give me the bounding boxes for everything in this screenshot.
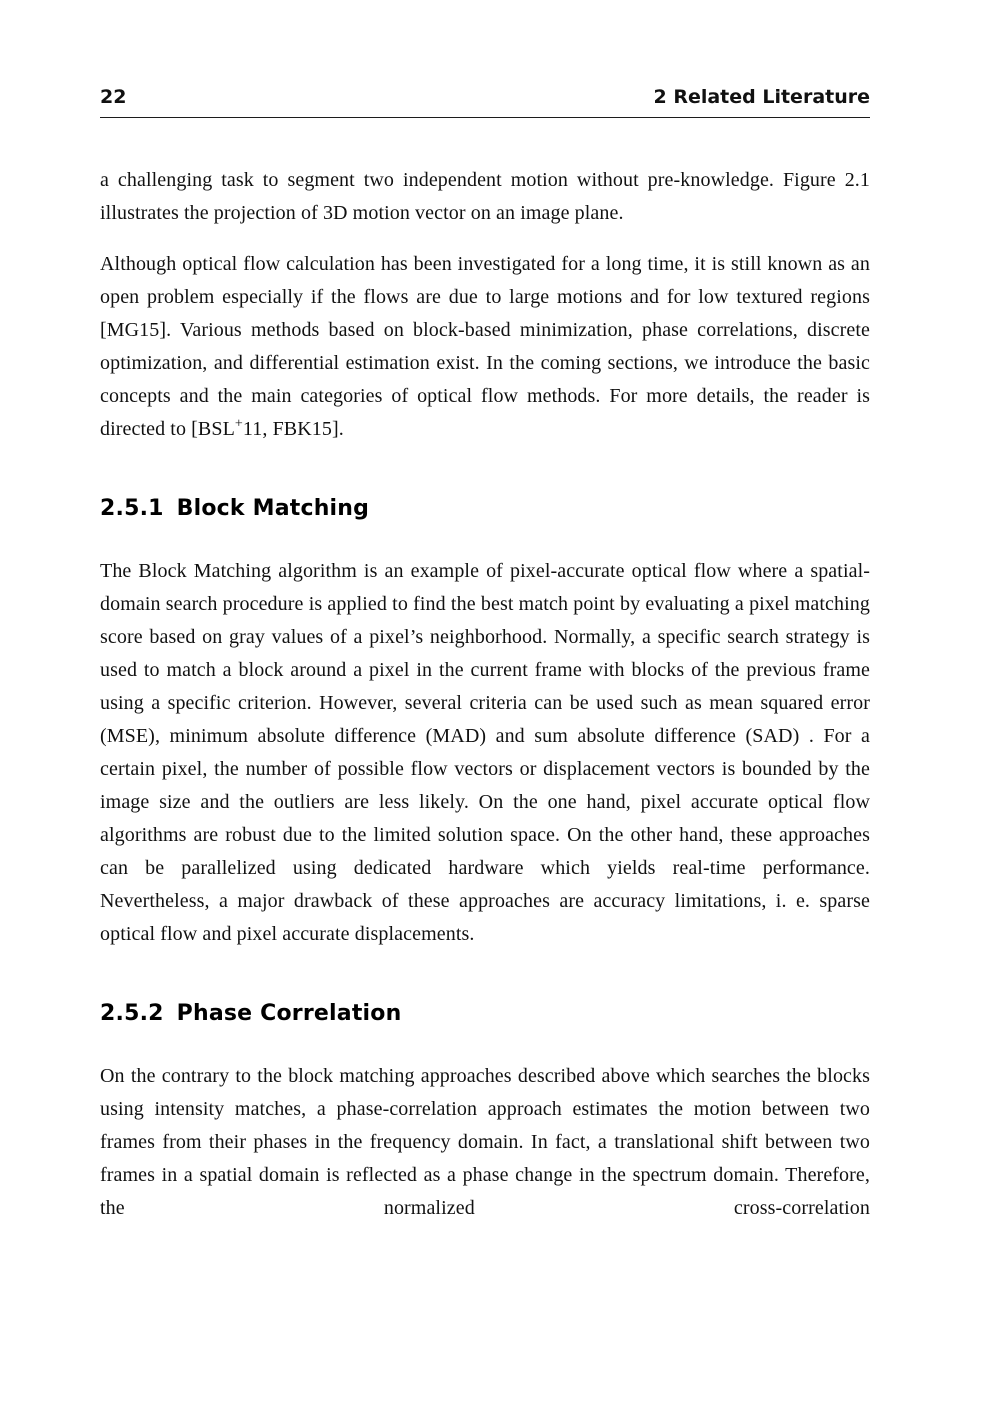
section-title: Phase Correlation [176,1001,402,1026]
paragraph-intro: a challenging task to segment two independent motion without pre-knowledge. Figure 2.1 illustrates the projection of 3D motion vector on an image plane. [100,169,870,224]
paragraph-optical-flow [100,248,870,446]
section-number: 2.5.2 [100,1001,164,1026]
page-body [100,164,870,1225]
section-title: Block Matching [176,496,370,521]
citation-superscript: + [234,416,243,432]
paragraph-text-after-citation: 11, FBK15]. [242,418,344,440]
page-number: 22 [100,86,127,108]
paragraph-text-before-citation: Although optical flow calculation has been investigated for a long time, it is still known as an open problem especially if the flows are due to large motions and for low textured regions [MG15]. Various methods based on block-based minimization, phase correlations, discrete optimization, and differential estimation exist. In the coming sections, we introduce the basic concepts and the main categories of optical flow methods. For more details, the reader is directed to [BSL [100,253,870,440]
section-number: 2.5.1 [100,496,164,521]
running-header-chapter-title: 2 Related Literature [653,86,870,108]
paragraph-phase-correlation: On the contrary to the block matching approaches described above which searches the blocks using intensity matches, a phase-correlation approach estimates the motion between two frames from their phases in the frequency domain. In fact, a translational shift between two frames in a spatial domain is reflected as a phase change in the spectrum domain. Therefore, the normalized cross-correlation [100,1065,870,1219]
section-heading-phase-correlation [100,1001,870,1026]
page-header [100,86,870,118]
section-heading-block-matching [100,496,870,521]
paragraph-block-matching: The Block Matching algorithm is an example of pixel-accurate optical flow where a spatial-domain search procedure is applied to find the best match point by evaluating a pixel matching score based on gray values of a pixel’s neighborhood. Normally, a specific search strategy is used to match a block around a pixel in the current frame with blocks of the previous frame using a specific criterion. However, several criteria can be used such as mean squared error (MSE), minimum absolute difference (MAD) and sum absolute difference (SAD) . For a certain pixel, the number of possible flow vectors or displacement vectors is bounded by the image size and the outliers are less likely. On the one hand, pixel accurate optical flow algorithms are robust due to the limited solution space. On the other hand, these approaches can be parallelized using dedicated hardware which yields real-time performance. Nevertheless, a major drawback of these approaches are accuracy limitations, i. e. sparse optical flow and pixel accurate displacements. [100,560,870,945]
